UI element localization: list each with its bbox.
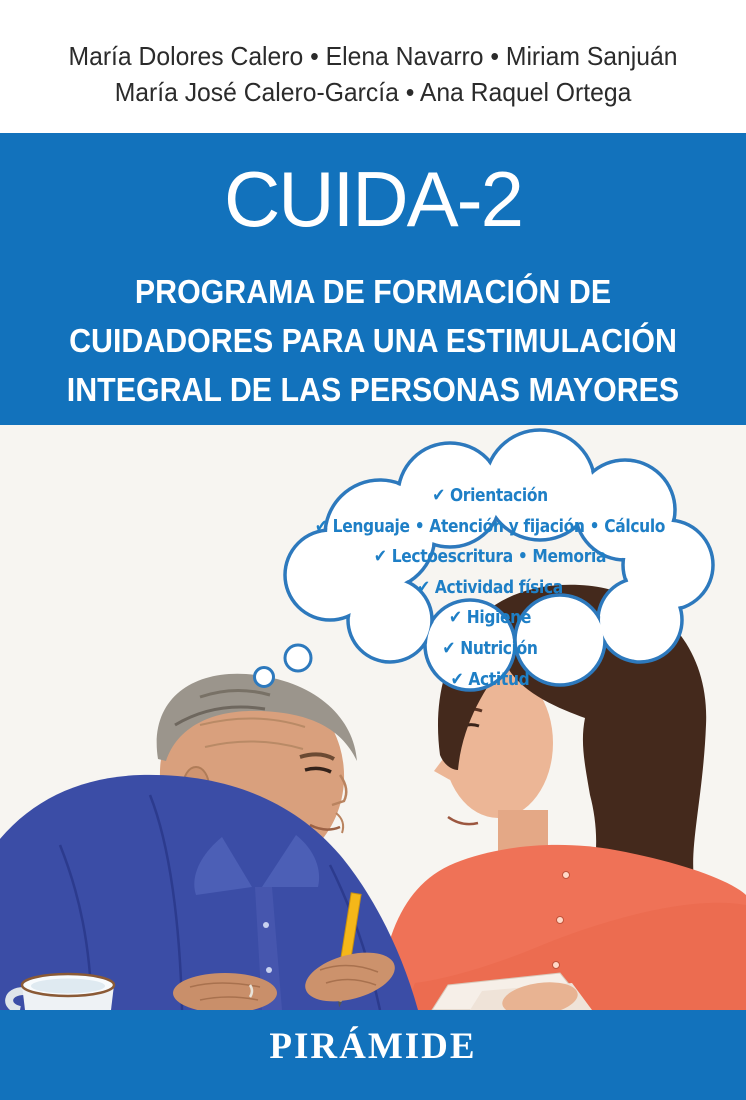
check-icon: ✔ xyxy=(373,546,387,568)
cloud-item-label: Lenguaje • Atención y fijación • Cálculo xyxy=(332,515,666,537)
cloud-item xyxy=(284,665,697,696)
author-line-2: María José Calero-García • Ana Raquel Ortega xyxy=(114,77,632,107)
book-title: CUIDA-2 xyxy=(223,155,523,243)
publisher-logo: PIRÁMIDE xyxy=(269,1026,477,1067)
cloud-item xyxy=(284,603,697,634)
check-icon: ✔ xyxy=(432,485,445,506)
cloud-item-label: Lectoescritura • Memoria xyxy=(391,546,607,568)
check-icon: ✔ xyxy=(448,607,462,629)
subtitle-line-2: CUIDADORES PARA UNA ESTIMULACIÓN xyxy=(69,322,677,359)
author-line-1: María Dolores Calero • Elena Navarro • Miriam Sanjuán xyxy=(68,41,678,71)
authors-block xyxy=(0,0,746,133)
cloud-item xyxy=(284,573,697,604)
cloud-item xyxy=(284,634,697,665)
publisher-band xyxy=(0,1010,746,1100)
cloud-item-label: Higiene xyxy=(466,607,532,629)
check-icon: ✔ xyxy=(450,668,464,690)
thought-cloud-list xyxy=(284,481,697,695)
subtitle-line-1: PROGRAMA DE FORMACIÓN DE xyxy=(134,273,612,310)
cover-photo xyxy=(0,425,746,1010)
subtitle-line-3: INTEGRAL DE LAS PERSONAS MAYORES xyxy=(66,371,680,408)
check-icon: ✔ xyxy=(314,515,328,537)
cloud-item-label: Actitud xyxy=(468,668,530,690)
cloud-item-label: Orientación xyxy=(449,485,548,506)
title-band xyxy=(0,133,746,425)
cloud-item-label: Nutrición xyxy=(460,637,538,659)
book-subtitle xyxy=(0,267,746,414)
check-icon: ✔ xyxy=(442,637,456,659)
cloud-item-label: Actividad física xyxy=(434,576,563,598)
check-icon: ✔ xyxy=(417,576,430,598)
cloud-item xyxy=(284,481,697,512)
cloud-item xyxy=(284,512,697,543)
cloud-item xyxy=(284,542,697,573)
